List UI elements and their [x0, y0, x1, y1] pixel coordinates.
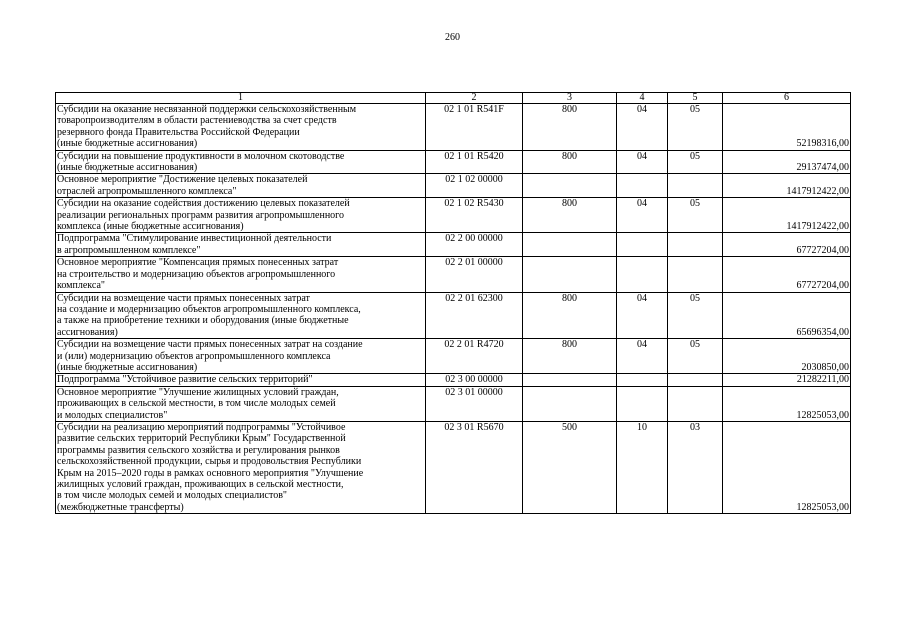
cell-expense-type — [523, 174, 617, 198]
table-row — [56, 374, 851, 386]
header-col-3: 3 — [523, 93, 617, 104]
cell-name: Основное мероприятие "Улучшение жилищных условий граждан, проживающих в сельской местности, в том числе молодых семей и молодых специалистов" — [56, 386, 426, 421]
cell-name: Субсидии на возмещение части прямых понесенных затрат на создание и модернизацию объектов агропромышленного комплекса, а также на приобретение техники и оборудования (иные бюджетные ассигнования) — [56, 292, 426, 339]
cell-amount: 12825053,00 — [723, 386, 851, 421]
cell-amount: 1417912422,00 — [723, 174, 851, 198]
cell-subsection — [668, 374, 723, 386]
cell-section: 04 — [617, 339, 668, 374]
cell-code: 02 3 01 R5670 — [426, 421, 523, 513]
cell-subsection — [668, 386, 723, 421]
table-row — [56, 233, 851, 257]
header-col-1: 1 — [56, 93, 426, 104]
cell-expense-type: 500 — [523, 421, 617, 513]
cell-name: Подпрограмма "Стимулирование инвестиционной деятельности в агропромышленном комплексе" — [56, 233, 426, 257]
cell-amount: 2030850,00 — [723, 339, 851, 374]
cell-section: 04 — [617, 104, 668, 151]
page-number: 260 — [445, 32, 460, 43]
table-row — [56, 174, 851, 198]
cell-code: 02 2 00 00000 — [426, 233, 523, 257]
table-header-row — [56, 93, 851, 104]
cell-subsection: 05 — [668, 150, 723, 174]
cell-section — [617, 233, 668, 257]
cell-expense-type: 800 — [523, 339, 617, 374]
cell-section: 04 — [617, 198, 668, 233]
cell-section: 04 — [617, 292, 668, 339]
table-row — [56, 150, 851, 174]
cell-code: 02 1 01 R541F — [426, 104, 523, 151]
cell-subsection: 03 — [668, 421, 723, 513]
cell-expense-type: 800 — [523, 292, 617, 339]
cell-name: Основное мероприятие "Достижение целевых показателей отраслей агропромышленного комплекса" — [56, 174, 426, 198]
header-col-4: 4 — [617, 93, 668, 104]
cell-name: Субсидии на оказание содействия достижению целевых показателей реализации региональных программ развития агропромышленного комплекса (иные бюджетные ассигнования) — [56, 198, 426, 233]
cell-name: Субсидии на возмещение части прямых понесенных затрат на создание и (или) модернизацию объектов агропромышленного комплекса (иные бюджетные ассигнования) — [56, 339, 426, 374]
cell-expense-type: 800 — [523, 104, 617, 151]
cell-subsection — [668, 174, 723, 198]
table-row — [56, 198, 851, 233]
cell-code: 02 3 01 00000 — [426, 386, 523, 421]
cell-subsection — [668, 257, 723, 292]
cell-section: 04 — [617, 150, 668, 174]
cell-amount: 29137474,00 — [723, 150, 851, 174]
cell-expense-type — [523, 257, 617, 292]
cell-expense-type: 800 — [523, 198, 617, 233]
cell-amount: 67727204,00 — [723, 233, 851, 257]
cell-subsection: 05 — [668, 292, 723, 339]
cell-section: 10 — [617, 421, 668, 513]
cell-amount: 21282211,00 — [723, 374, 851, 386]
cell-expense-type: 800 — [523, 150, 617, 174]
cell-amount: 52198316,00 — [723, 104, 851, 151]
table-row — [56, 292, 851, 339]
table-row — [56, 421, 851, 513]
cell-name: Подпрограмма "Устойчивое развитие сельских территорий" — [56, 374, 426, 386]
table-row — [56, 386, 851, 421]
header-col-5: 5 — [668, 93, 723, 104]
cell-name: Основное мероприятие "Компенсация прямых понесенных затрат на строительство и модернизацию объектов агропромышленного комплекса" — [56, 257, 426, 292]
cell-subsection: 05 — [668, 104, 723, 151]
cell-amount: 1417912422,00 — [723, 198, 851, 233]
cell-code: 02 1 02 R5430 — [426, 198, 523, 233]
table-row — [56, 257, 851, 292]
cell-name: Субсидии на оказание несвязанной поддержки сельскохозяйственным товаропроизводителям в области растениеводства за счет средств резервного фонда Правительства Российской Федерации (иные бюджетные ассигнования) — [56, 104, 426, 151]
cell-code: 02 1 02 00000 — [426, 174, 523, 198]
cell-code: 02 1 01 R5420 — [426, 150, 523, 174]
cell-name: Субсидии на реализацию мероприятий подпрограммы "Устойчивое развитие сельских территорий Республики Крым" Государственной программы развития сельского хозяйства и регулирования рынков сельскохозяйственной продукции, сырья и продовольствия Республики Крым на 2015–2020 годы в рамках основного мероприятия "Улучшение жилищных условий граждан, проживающих в сельской местности, в том числе молодых семей и молодых специалистов" (межбюджетные трансферты) — [56, 421, 426, 513]
cell-name: Субсидии на повышение продуктивности в молочном скотоводстве (иные бюджетные ассигнования) — [56, 150, 426, 174]
cell-section — [617, 174, 668, 198]
cell-code: 02 2 01 62300 — [426, 292, 523, 339]
cell-section — [617, 374, 668, 386]
header-col-2: 2 — [426, 93, 523, 104]
cell-expense-type — [523, 374, 617, 386]
cell-expense-type — [523, 386, 617, 421]
cell-subsection: 05 — [668, 198, 723, 233]
table-row — [56, 339, 851, 374]
cell-section — [617, 386, 668, 421]
cell-code: 02 3 00 00000 — [426, 374, 523, 386]
table-row — [56, 104, 851, 151]
cell-amount: 65696354,00 — [723, 292, 851, 339]
cell-section — [617, 257, 668, 292]
cell-amount: 12825053,00 — [723, 421, 851, 513]
cell-code: 02 2 01 R4720 — [426, 339, 523, 374]
cell-amount: 67727204,00 — [723, 257, 851, 292]
cell-expense-type — [523, 233, 617, 257]
cell-subsection: 05 — [668, 339, 723, 374]
cell-subsection — [668, 233, 723, 257]
cell-code: 02 2 01 00000 — [426, 257, 523, 292]
budget-table — [55, 92, 851, 514]
header-col-6: 6 — [723, 93, 851, 104]
